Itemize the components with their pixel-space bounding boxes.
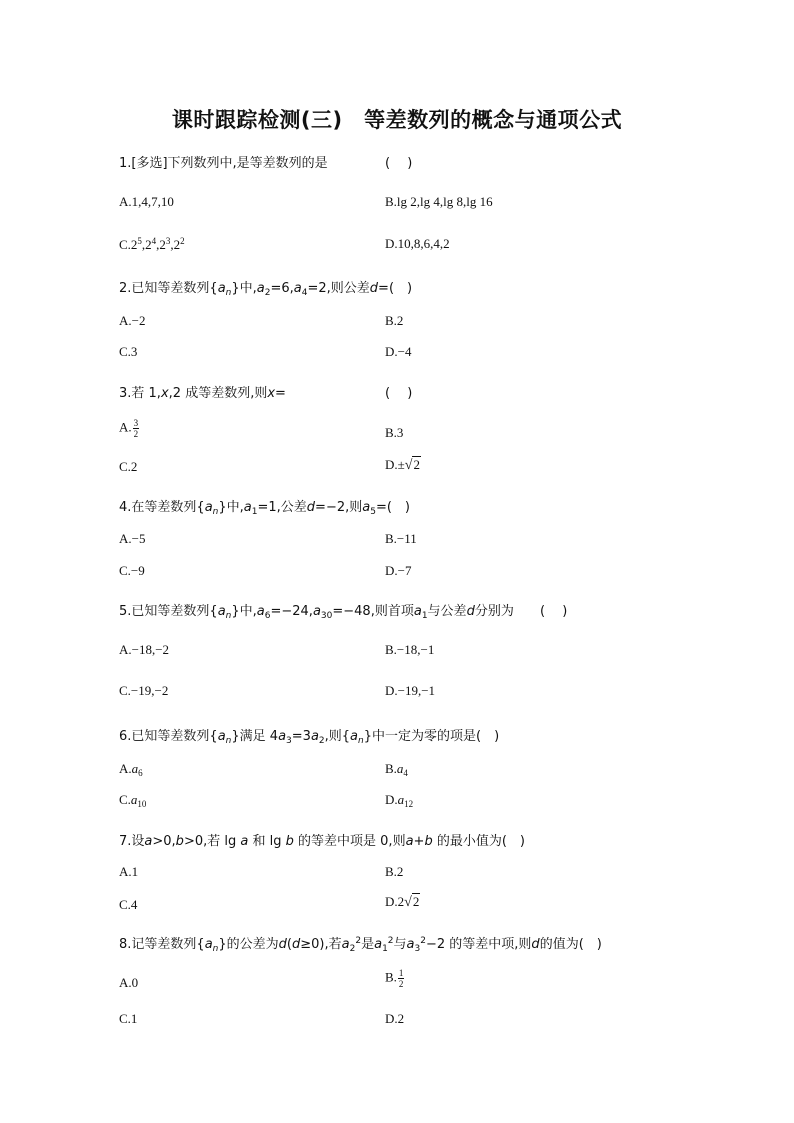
- option-c: $C.2^5,2^4,2^3,2^2$: [119, 236, 185, 252]
- option-d: $D.a_{12}$: [385, 792, 414, 809]
- question-8: 8.记等差数列$\{a_n\}$的公差为d(d≥0),若$a_2^2$是$a_1^2$与$a_3^2-2$ 的等差中项,则d的值为( ): [119, 936, 602, 954]
- question-4: 4.在等差数列$\{a_n\}$中$,a_1=1$,公差d=−2,则$a_5=$( ): [119, 500, 410, 517]
- option-b: B.2: [385, 864, 404, 879]
- option-c: C.−19,−2: [119, 683, 169, 698]
- option-b: $B.a_4$: [385, 761, 408, 778]
- answer-bracket: ( ): [385, 386, 413, 401]
- answer-bracket: ( ): [385, 156, 413, 171]
- option-b: B.−11: [385, 531, 417, 546]
- option-a: $A.a_6$: [119, 761, 143, 778]
- page-title: 课时跟踪检测(三) 等差数列的概念与通项公式: [171, 108, 623, 132]
- option-a: A.1,4,7,10: [119, 194, 174, 209]
- option-c: C.4: [119, 897, 138, 912]
- option-d: D.2: [385, 1011, 405, 1026]
- question-stem: 1.[多选]下列数列中,是等差数列的是: [119, 156, 328, 171]
- option-d: D.±√2: [385, 457, 420, 473]
- option-d: D.−7: [385, 563, 412, 578]
- option-a: A.−5: [119, 531, 146, 546]
- option-b: B.2: [385, 313, 404, 328]
- option-b: B.−18,−1: [385, 642, 435, 657]
- option-b: B.lg 2,lg 4,lg 8,lg 16: [385, 194, 493, 209]
- option-a: A.1: [119, 864, 139, 879]
- question-2: 2.已知等差数列$\{a_n\}$中$,a_2=6,a_4=2$,则公差d=( ): [119, 281, 413, 298]
- option-b: B. $\frac{1}{2}$: [385, 968, 404, 989]
- option-a: A.0: [119, 975, 139, 990]
- option-d: D.−4: [385, 344, 412, 359]
- question-5: 5.已知等差数列$\{a_n\}$中$,a_6=-24,a_{30}=-48$,则首项$a_1$与公差d分别为: [119, 604, 514, 621]
- option-c: $C.a_{10}$: [119, 792, 147, 809]
- question-3: 3.若 1,x,2 成等差数列,则x=: [119, 386, 286, 401]
- option-b: B.3: [385, 425, 404, 440]
- option-d: D.2√2: [385, 894, 420, 910]
- option-a: A.−18,−2: [119, 642, 170, 657]
- question-7: 7.设a>0,b>0,若 lg a 和 lg b 的等差中项是 0,则a+b 的最小值为( ): [119, 834, 526, 849]
- option-a: A.−2: [119, 313, 146, 328]
- option-c: C.2: [119, 459, 138, 474]
- option-c: C.1: [119, 1011, 138, 1026]
- option-d: D.10,8,6,4,2: [385, 236, 450, 251]
- option-c: C.−9: [119, 563, 145, 578]
- question-6: 6.已知等差数列$\{a_n\}$满足 $4a_3=3a_2$,则$\{a_n\}$中一定为零的项是( ): [119, 729, 500, 746]
- option-d: D.−19,−1: [385, 683, 436, 698]
- answer-bracket: ( ): [540, 604, 568, 619]
- option-c: C.3: [119, 344, 138, 359]
- option-a: A. $\frac{3}{2}$: [119, 418, 139, 439]
- question-1: [119, 152, 328, 171]
